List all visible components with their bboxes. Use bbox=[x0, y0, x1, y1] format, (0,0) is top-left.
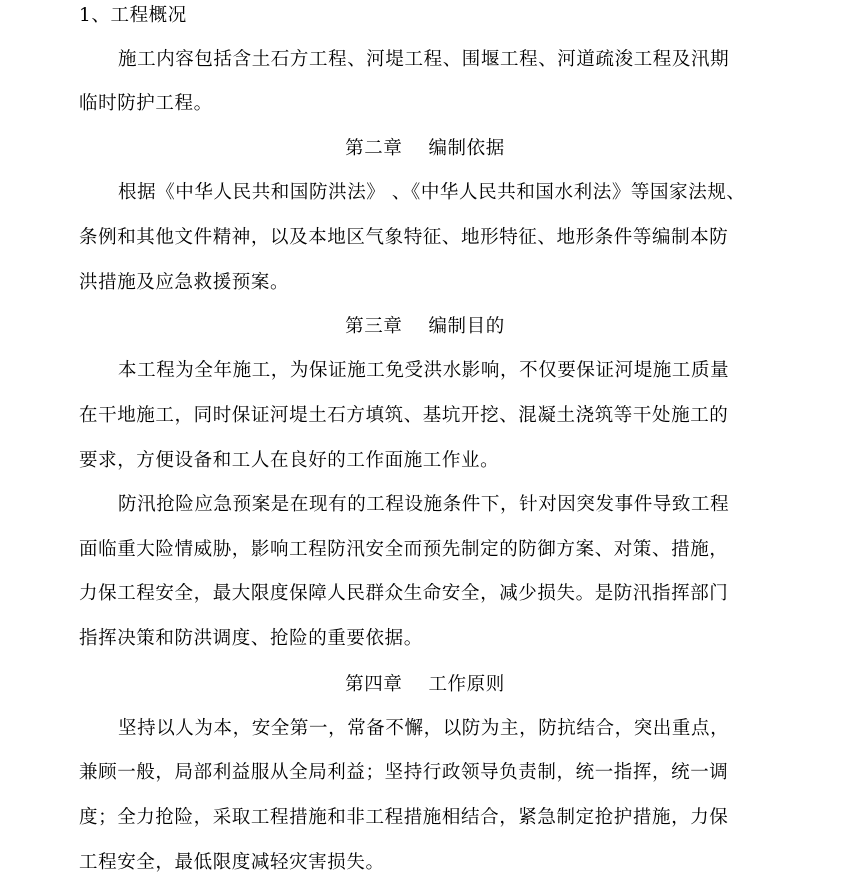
paragraph-line: 面临重大险情威胁，影响工程防汛安全而预先制定的防御方案、对策、措施， bbox=[79, 539, 729, 560]
paragraph-line: 要求，方便设备和工人在良好的工作面施工作业。 bbox=[79, 450, 500, 471]
paragraph-line: 施工内容包括含土石方工程、河堤工程、围堰工程、河道疏浚工程及汛期 bbox=[118, 49, 730, 70]
paragraph-line: 在干地施工，同时保证河堤土石方填筑、基坑开挖、混凝土浇筑等干处施工的 bbox=[79, 405, 729, 426]
paragraph-line: 洪措施及应急救援预案。 bbox=[79, 272, 290, 293]
paragraph-line: 兼顾一般，局部利益服从全局利益；坚持行政领导负责制，统一指挥，统一调 bbox=[79, 762, 729, 783]
paragraph-line: 本工程为全年施工，为保证施工免受洪水影响，不仅要保证河堤施工质量 bbox=[118, 360, 730, 381]
chapter-title: 编制依据 bbox=[428, 138, 505, 159]
paragraph-line: 力保工程安全，最大限度保障人民群众生命安全，减少损失。是防汛指挥部门 bbox=[79, 583, 729, 604]
chapter-heading bbox=[0, 137, 850, 161]
paragraph-line: 度；全力抢险，采取工程措施和非工程措施相结合，紧急制定抢护措施，力保 bbox=[79, 807, 729, 828]
chapter-title: 工作原则 bbox=[428, 674, 505, 695]
paragraph-line: 工程安全，最低限度减轻灾害损失。 bbox=[79, 852, 385, 873]
chapter-heading bbox=[0, 315, 850, 339]
paragraph-line: 条例和其他文件精神，以及本地区气象特征、地形特征、地形条件等编制本防 bbox=[79, 227, 729, 248]
section-title: 1、工程概况 bbox=[79, 5, 187, 26]
paragraph-line: 指挥决策和防洪调度、抢险的重要依据。 bbox=[79, 628, 423, 649]
chapter-number: 第二章 bbox=[345, 138, 403, 159]
paragraph-line: 根据《中华人民共和国防洪法》 、《中华人民共和国水利法》等国家法规、 bbox=[118, 182, 746, 203]
paragraph-line: 坚持以人为本，安全第一，常备不懈，以防为主，防抗结合，突出重点， bbox=[118, 718, 730, 739]
paragraph-line: 防汛抢险应急预案是在现有的工程设施条件下，针对因突发事件导致工程 bbox=[118, 494, 730, 515]
chapter-title: 编制目的 bbox=[428, 316, 505, 337]
chapter-number: 第四章 bbox=[345, 674, 403, 695]
chapter-number: 第三章 bbox=[345, 316, 403, 337]
paragraph-line: 临时防护工程。 bbox=[79, 93, 213, 114]
chapter-heading bbox=[0, 673, 850, 697]
